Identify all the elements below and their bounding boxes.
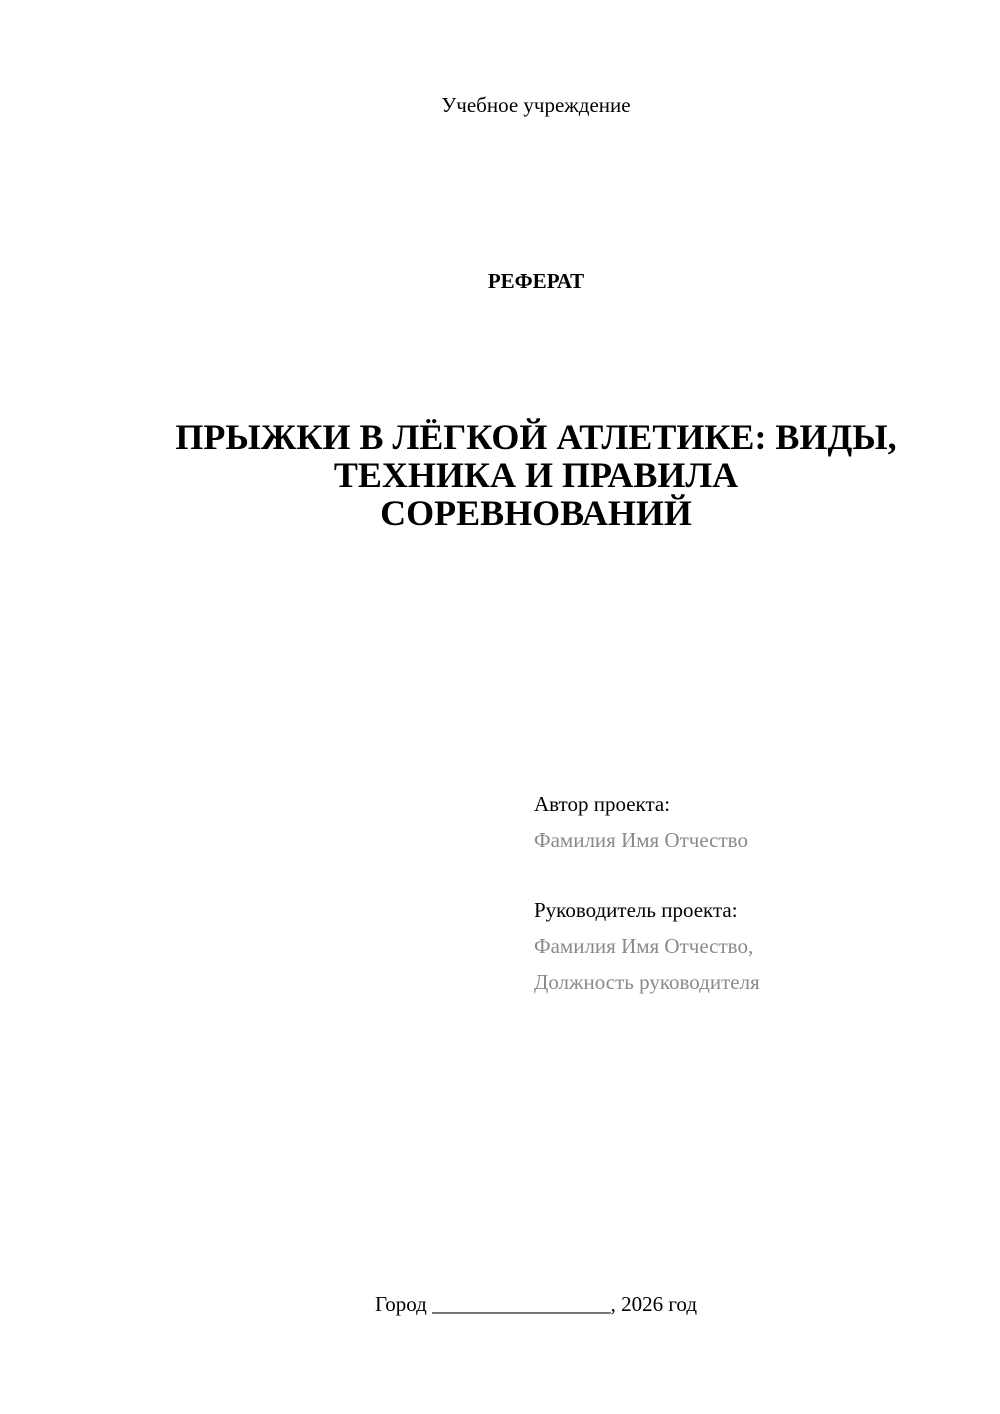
title-line: ПРЫЖКИ В ЛЁГКОЙ АТЛЕТИКЕ: ВИДЫ, — [175, 417, 897, 457]
document-type: РЕФЕРАТ — [487, 269, 585, 293]
supervisor-label: Руководитель проекта: — [534, 898, 738, 922]
title-line: ТЕХНИКА И ПРАВИЛА — [333, 455, 739, 495]
author-name: Фамилия Имя Отчество — [534, 828, 748, 852]
institution-name: Учебное учреждение — [441, 93, 631, 117]
author-block — [534, 786, 974, 858]
supervisor-position: Должность руководителя — [534, 970, 760, 994]
supervisor-name: Фамилия Имя Отчество, — [534, 934, 754, 958]
city-year-line: Город _________________, 2026 год — [374, 1292, 698, 1316]
title-line: СОРЕВНОВАНИЙ — [380, 493, 692, 533]
author-label: Автор проекта: — [534, 792, 671, 816]
document-title — [120, 418, 952, 532]
supervisor-block — [534, 892, 974, 1000]
